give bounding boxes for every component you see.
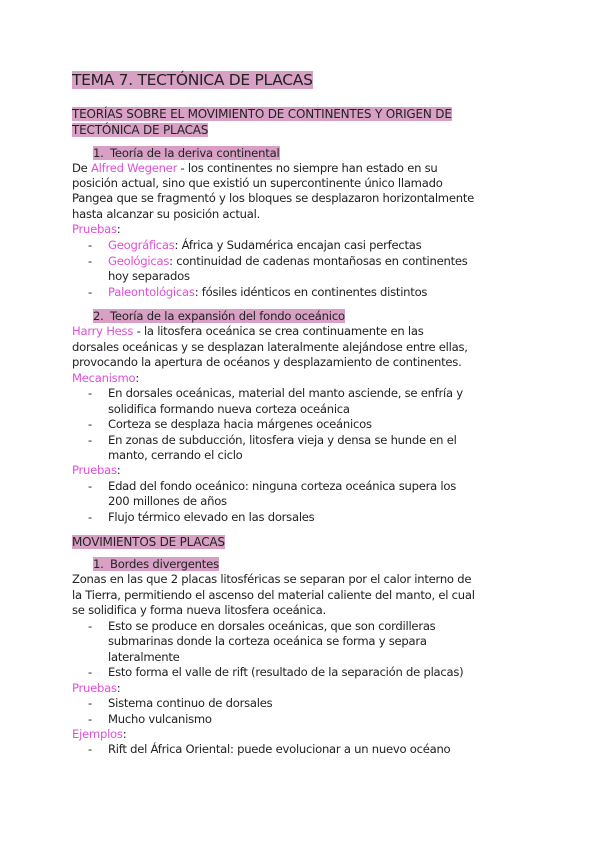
list-item: - Geográficas: África y Sudamérica encajan casi perfectas [88,238,422,252]
list-item: - Esto forma el valle de rift (resultado de la separación de placas) [88,665,464,679]
label-ejemplos: Ejemplos: [72,727,127,741]
list-item: - Paleontológicas: fósiles idénticos en continentes distintos [88,285,428,299]
label-pruebas: Pruebas: [72,463,121,477]
paragraph-line: Harry Hess - la litosfera oceánica se crea continuamente en las [72,324,424,338]
paragraph-line: provocando la apertura de océanos y desplazamiento de continentes. [72,355,462,369]
list-item: - En zonas de subducción, litosfera vieja y densa se hunde en el [88,433,457,447]
list-item-cont: manto, cerrando el ciclo [108,448,243,462]
label-mecanismo: Mecanismo: [72,371,140,385]
paragraph-line: dorsales oceánicas y se desplazan lateralmente alejándose entre ellas, [72,340,468,354]
section-heading-teorias-cont: TECTÓNICA DE PLACAS [72,123,209,137]
paragraph-line: la Tierra, permitiendo el ascenso del material caliente del manto, el cual [72,588,475,602]
section-heading-teorias: TEORÍAS SOBRE EL MOVIMIENTO DE CONTINENTES Y ORIGEN DE [72,107,452,121]
paragraph-line: posición actual, sino que existió un supercontinente único llamado [72,176,443,190]
list-item-cont: submarinas donde la corteza oceánica se forma y separa [108,634,427,648]
subheading-deriva: 1. Teoría de la deriva continental [93,146,280,160]
author-hess: Harry Hess [72,324,134,338]
list-item-cont: hoy separados [108,269,190,283]
label-pruebas: Pruebas: [72,681,121,695]
section-heading-movimientos: MOVIMIENTOS DE PLACAS [72,535,225,549]
list-item: - Esto se produce en dorsales oceánicas, que son cordilleras [88,619,436,633]
subheading-divergentes: 1. Bordes divergentes [93,557,219,571]
list-item: - En dorsales oceánicas, material del manto asciende, se enfría y [88,386,463,400]
paragraph-line: Pangea que se fragmentó y los bloques se desplazaron horizontalmente [72,191,475,205]
list-item-cont: 200 millones de años [108,494,227,508]
list-item: - Sistema continuo de dorsales [88,696,273,710]
label-pruebas: Pruebas: [72,222,121,236]
list-item: - Geológicas: continuidad de cadenas montañosas en continentes [88,254,468,268]
paragraph-line: hasta alcanzar su posición actual. [72,207,261,221]
list-item: - Mucho vulcanismo [88,712,212,726]
list-item-cont: lateralmente [108,650,180,664]
list-item: - Flujo térmico elevado en las dorsales [88,510,315,524]
paragraph-line: se solidifica y forma nueva litosfera oceánica. [72,603,326,617]
list-item: - Corteza se desplaza hacia márgenes oceánicos [88,417,372,431]
paragraph-line: Zonas en las que 2 placas litosféricas se separan por el calor interno de [72,572,472,586]
list-item: - Rift del África Oriental: puede evolucionar a un nuevo océano [88,742,451,756]
author-wegener: Alfred Wegener [91,161,178,175]
paragraph-line: De Alfred Wegener - los continentes no siempre han estado en su [72,161,438,175]
page-title: TEMA 7. TECTÓNICA DE PLACAS [72,71,313,89]
list-item: - Edad del fondo oceánico: ninguna corteza oceánica supera los [88,479,457,493]
subheading-expansion: 2. Teoría de la expansión del fondo oceánico [93,309,345,323]
list-item-cont: solidifica formando nueva corteza oceánica [108,402,350,416]
